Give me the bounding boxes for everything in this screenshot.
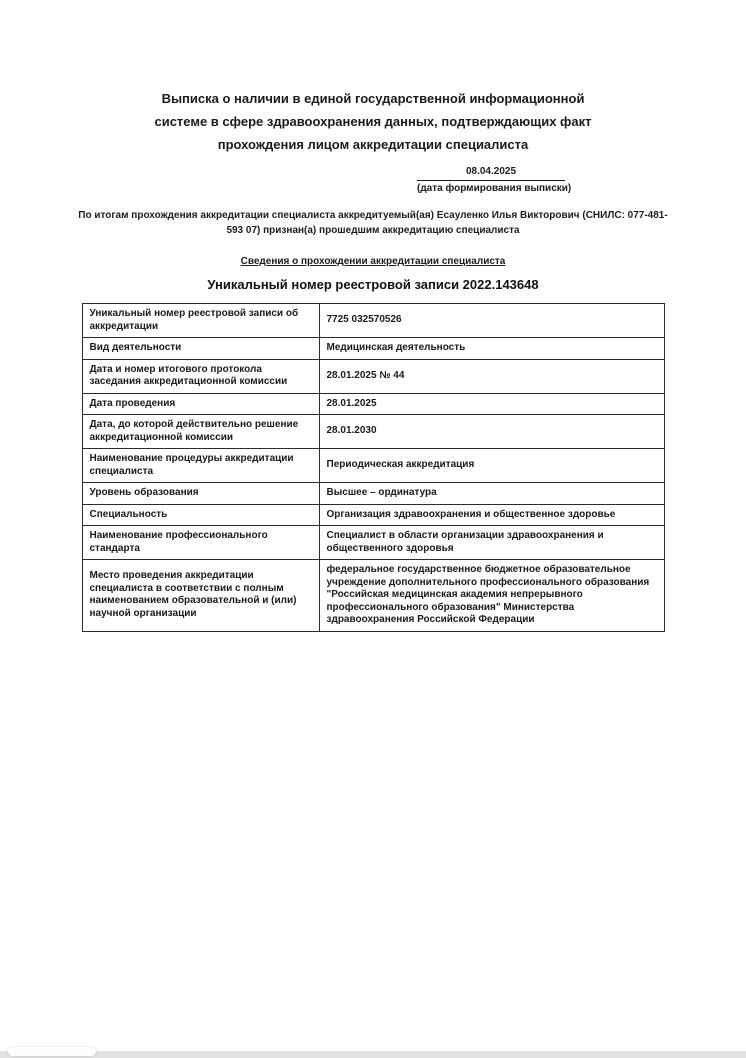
table-row [82, 504, 664, 526]
table-row [82, 526, 664, 560]
table-value-cell: 28.01.2025 [319, 393, 664, 415]
table-label-cell: Специальность [82, 504, 319, 526]
bottom-scrollbar-track [0, 1051, 746, 1058]
table-value-cell: 28.01.2030 [319, 415, 664, 449]
table-value-cell: федеральное государственное бюджетное образовательное учреждение дополнительного профессионального образования "Российская медицинская академия непрерывного профессионального образования" Министерства здравоохранения Российской Федерации [319, 560, 664, 632]
table-label-cell: Наименование профессионального стандарта [82, 526, 319, 560]
document-title [0, 87, 746, 156]
section-heading: Сведения о прохождении аккредитации специалиста [240, 256, 506, 267]
table-label-cell: Дата, до которой действительно решение аккредитационной комиссии [82, 415, 319, 449]
document-title-line: прохождения лицом аккредитации специалиста [217, 137, 529, 152]
table-row [82, 560, 664, 632]
document-title-line: Выписка о наличии в единой государственной информационной [161, 91, 585, 106]
table-label-cell: Дата и номер итогового протокола заседания аккредитационной комиссии [82, 359, 319, 393]
table-row [82, 338, 664, 360]
table-row [82, 393, 664, 415]
issue-date: 08.04.2025 [417, 165, 565, 181]
table-label-cell: Вид деятельности [82, 338, 319, 360]
issue-date-caption: (дата формирования выписки) [417, 183, 572, 194]
issue-date-block [417, 165, 572, 195]
table-value-cell: 28.01.2025 № 44 [319, 359, 664, 393]
table-label-cell: Место проведения аккредитации специалиста в соответствии с полным наименованием образовательной и (или) научной организации [82, 560, 319, 632]
table-label-cell: Уникальный номер реестровой записи об аккредитации [82, 304, 319, 338]
table-row [82, 359, 664, 393]
table-row [82, 415, 664, 449]
table-row [82, 304, 664, 338]
table-value-cell: Медицинская деятельность [319, 338, 664, 360]
intro-paragraph [0, 208, 746, 238]
table-value-cell: Специалист в области организации здравоохранения и общественного здоровья [319, 526, 664, 560]
registry-number-heading: Уникальный номер реестровой записи 2022.143648 [207, 277, 539, 292]
document-title-line: системе в сфере здравоохранения данных, подтверждающих факт [154, 114, 592, 129]
table-row [82, 483, 664, 505]
intro-paragraph-line: По итогам прохождения аккредитации специалиста аккредитуемый(ая) Есауленко Илья Викторович (СНИЛС: 077-481- [78, 210, 668, 221]
accreditation-details-table [82, 303, 665, 632]
table-label-cell: Наименование процедуры аккредитации специалиста [82, 449, 319, 483]
table-value-cell: Высшее – ординатура [319, 483, 664, 505]
table-label-cell: Дата проведения [82, 393, 319, 415]
intro-paragraph-line: 593 07) признан(а) прошедшим аккредитацию специалиста [226, 225, 520, 236]
table-label-cell: Уровень образования [82, 483, 319, 505]
table-value-cell: 7725 032570526 [319, 304, 664, 338]
scrollbar-thumb[interactable] [8, 1047, 96, 1056]
table-row [82, 449, 664, 483]
table-value-cell: Периодическая аккредитация [319, 449, 664, 483]
table-value-cell: Организация здравоохранения и общественное здоровье [319, 504, 664, 526]
